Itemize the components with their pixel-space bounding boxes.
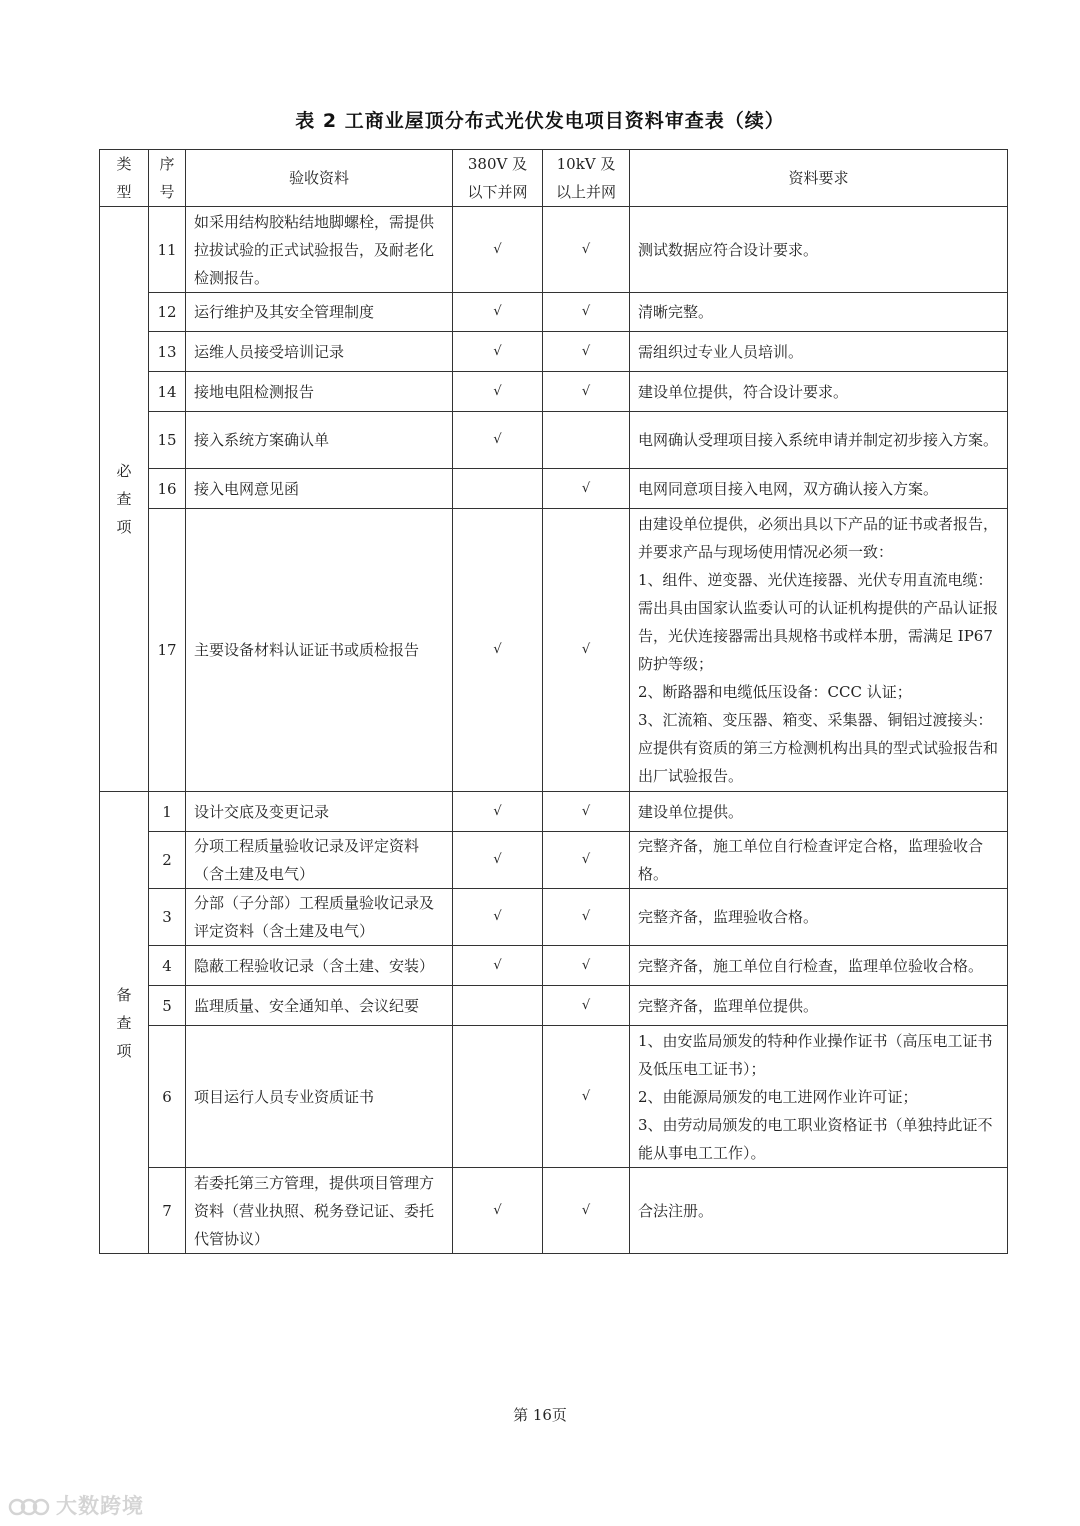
check-10kv: √ <box>543 986 630 1026</box>
row-seq: 13 <box>149 332 186 372</box>
header-380v: 380V 及 以下并网 <box>453 150 543 207</box>
check-10kv: √ <box>543 1168 630 1254</box>
row-material: 隐蔽工程验收记录（含土建、安装） <box>186 946 453 986</box>
row-seq: 2 <box>149 832 186 889</box>
row-material: 运行维护及其安全管理制度 <box>186 293 453 332</box>
header-10kv: 10kV 及 以上并网 <box>543 150 630 207</box>
check-10kv: √ <box>543 1026 630 1168</box>
table-row <box>100 1168 1008 1254</box>
row-requirement: 建设单位提供。 <box>630 792 1008 832</box>
row-requirement: 完整齐备，施工单位自行检查，监理单位验收合格。 <box>630 946 1008 986</box>
row-requirement: 完整齐备，监理单位提供。 <box>630 986 1008 1026</box>
check-10kv: √ <box>543 946 630 986</box>
row-material: 接入系统方案确认单 <box>186 412 453 469</box>
row-seq: 3 <box>149 889 186 946</box>
header-type: 类 型 <box>100 150 149 207</box>
row-seq: 7 <box>149 1168 186 1254</box>
row-seq: 14 <box>149 372 186 412</box>
check-10kv: √ <box>543 207 630 293</box>
check-380v <box>453 1026 543 1168</box>
check-10kv: √ <box>543 469 630 509</box>
check-380v: √ <box>453 372 543 412</box>
check-10kv: √ <box>543 293 630 332</box>
row-seq: 11 <box>149 207 186 293</box>
row-material: 接入电网意见函 <box>186 469 453 509</box>
table-row <box>100 332 1008 372</box>
watermark-logo-icon <box>8 1495 50 1519</box>
check-380v: √ <box>453 889 543 946</box>
row-material: 接地电阻检测报告 <box>186 372 453 412</box>
row-seq: 5 <box>149 986 186 1026</box>
check-10kv: √ <box>543 832 630 889</box>
row-material: 主要设备材料认证证书或质检报告 <box>186 509 453 792</box>
table-row <box>100 207 1008 293</box>
row-material: 项目运行人员专业资质证书 <box>186 1026 453 1168</box>
check-380v: √ <box>453 293 543 332</box>
table-row <box>100 469 1008 509</box>
check-380v: √ <box>453 332 543 372</box>
header-material: 验收资料 <box>186 150 453 207</box>
table-row <box>100 509 1008 792</box>
row-seq: 12 <box>149 293 186 332</box>
row-seq: 1 <box>149 792 186 832</box>
watermark-text: 大数跨境 <box>56 1494 144 1518</box>
row-requirement: 清晰完整。 <box>630 293 1008 332</box>
check-10kv: √ <box>543 372 630 412</box>
row-seq: 17 <box>149 509 186 792</box>
review-table <box>99 149 1008 1254</box>
row-requirement: 需组织过专业人员培训。 <box>630 332 1008 372</box>
header-row <box>100 150 1008 207</box>
table-row <box>100 889 1008 946</box>
row-seq: 15 <box>149 412 186 469</box>
check-380v: √ <box>453 412 543 469</box>
check-380v <box>453 986 543 1026</box>
check-380v: √ <box>453 832 543 889</box>
row-requirement: 完整齐备，施工单位自行检查评定合格，监理验收合格。 <box>630 832 1008 889</box>
row-material: 运维人员接受培训记录 <box>186 332 453 372</box>
check-380v: √ <box>453 946 543 986</box>
check-380v: √ <box>453 1168 543 1254</box>
row-material: 分部（子分部）工程质量验收记录及评定资料（含土建及电气） <box>186 889 453 946</box>
table-row <box>100 293 1008 332</box>
row-requirement: 由建设单位提供，必须出具以下产品的证书或者报告，并要求产品与现场使用情况必须一致： 1、组件、逆变器、光伏连接器、光伏专用直流电缆：需出具由国家认监委认可的认证机构提供的产品认证报告，光伏连接器需出具规格书或样本册，需满足 IP67 防护等级； 2、断路器和电缆低压设备：CCC 认证； 3、汇流箱、变压器、箱变、采集器、铜铝过渡接头：应提供有资质的第三方检测机构出具的型式试验报告和出厂试验报告。 <box>630 509 1008 792</box>
row-material: 监理质量、安全通知单、会议纪要 <box>186 986 453 1026</box>
table-row <box>100 986 1008 1026</box>
row-requirement: 测试数据应符合设计要求。 <box>630 207 1008 293</box>
row-material: 设计交底及变更记录 <box>186 792 453 832</box>
check-380v: √ <box>453 509 543 792</box>
check-10kv: √ <box>543 332 630 372</box>
check-380v: √ <box>453 792 543 832</box>
category-backup: 备 查 项 <box>100 792 149 1254</box>
header-requirement: 资料要求 <box>630 150 1008 207</box>
row-seq: 16 <box>149 469 186 509</box>
check-10kv: √ <box>543 792 630 832</box>
page-title: 表 2 工商业屋顶分布式光伏发电项目资料审查表（续） <box>295 110 785 132</box>
row-material: 如采用结构胶粘结地脚螺栓，需提供拉拔试验的正式试验报告，及耐老化检测报告。 <box>186 207 453 293</box>
row-requirement: 电网确认受理项目接入系统申请并制定初步接入方案。 <box>630 412 1008 469</box>
row-material: 分项工程质量验收记录及评定资料（含土建及电气） <box>186 832 453 889</box>
check-380v: √ <box>453 207 543 293</box>
row-requirement: 合法注册。 <box>630 1168 1008 1254</box>
table-row <box>100 832 1008 889</box>
row-requirement: 建设单位提供，符合设计要求。 <box>630 372 1008 412</box>
watermark <box>8 1490 144 1520</box>
row-requirement: 1、由安监局颁发的特种作业操作证书（高压电工证书及低压电工证书）； 2、由能源局颁发的电工进网作业许可证； 3、由劳动局颁发的电工职业资格证书（单独持此证不能从事电工工作）。 <box>630 1026 1008 1168</box>
check-10kv: √ <box>543 509 630 792</box>
table-row <box>100 412 1008 469</box>
row-seq: 6 <box>149 1026 186 1168</box>
check-380v <box>453 469 543 509</box>
check-10kv <box>543 412 630 469</box>
row-requirement: 完整齐备，监理验收合格。 <box>630 889 1008 946</box>
table-row <box>100 946 1008 986</box>
page-number: 第 16页 <box>513 1406 567 1424</box>
table-row <box>100 792 1008 832</box>
category-required: 必 查 项 <box>100 207 149 792</box>
header-seq: 序 号 <box>149 150 186 207</box>
row-material: 若委托第三方管理，提供项目管理方资料（营业执照、税务登记证、委托代管协议） <box>186 1168 453 1254</box>
row-requirement: 电网同意项目接入电网，双方确认接入方案。 <box>630 469 1008 509</box>
table-row <box>100 372 1008 412</box>
table-row <box>100 1026 1008 1168</box>
check-10kv: √ <box>543 889 630 946</box>
row-seq: 4 <box>149 946 186 986</box>
